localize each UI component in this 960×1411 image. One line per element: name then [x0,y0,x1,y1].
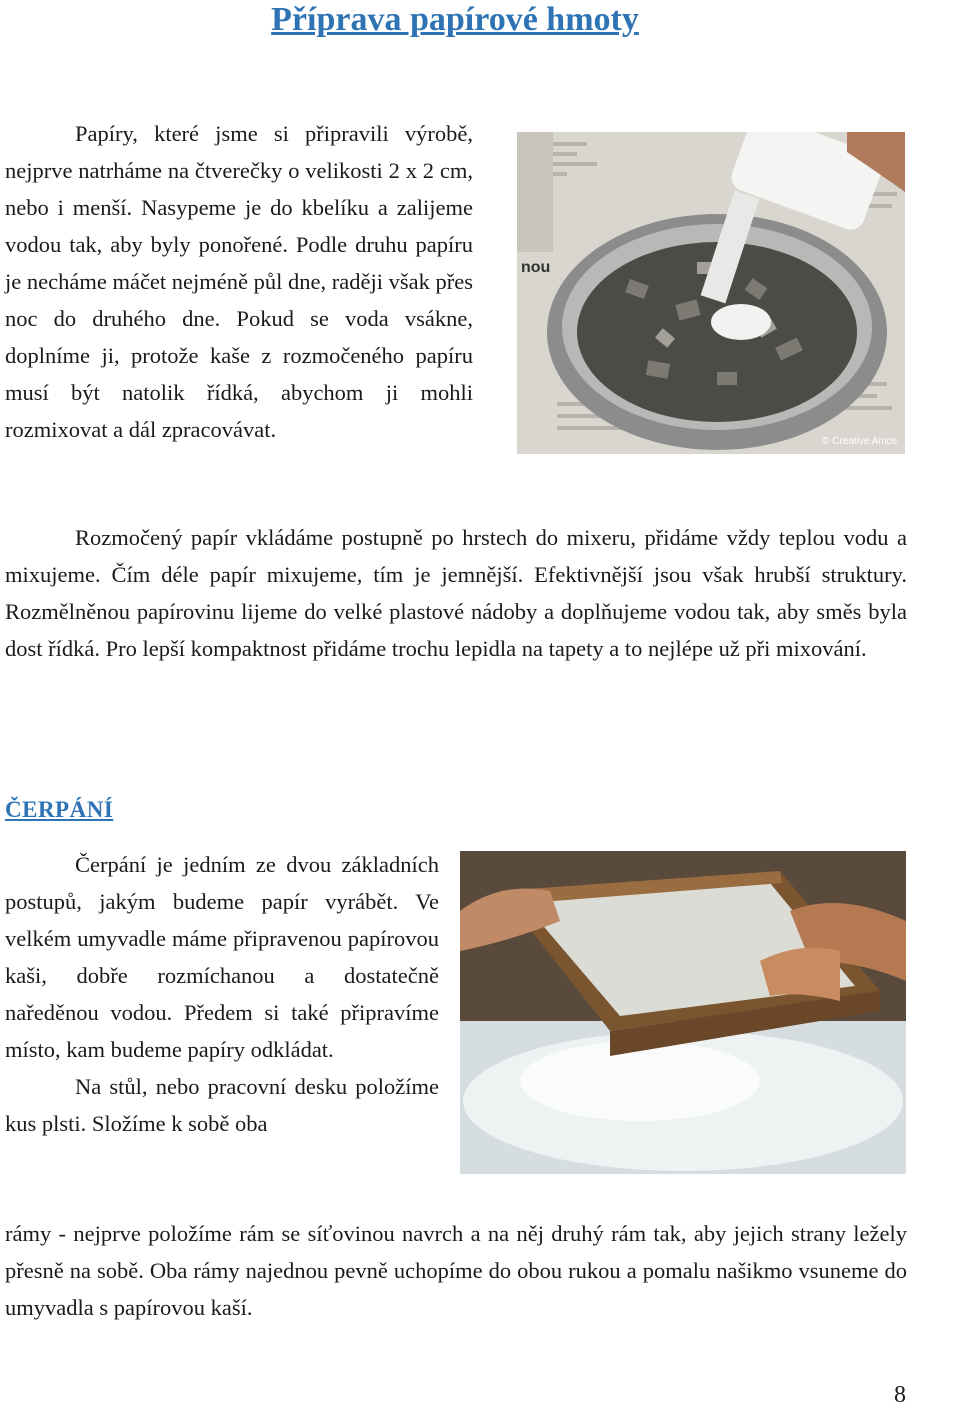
photo-illustration [460,851,906,1174]
paragraph-text: rámy - nejprve položíme rám se síťovinou navrch a na něj druhý rám tak, aby jejich strany ležely přesně na sobě. Oba rámy najednou pevně uchopíme do obou rukou a pomalu našikmo vsuneme do umyvadla s papírovou kaší. [5,1221,907,1320]
page-title: Příprava papírové hmoty [271,1,639,38]
photo-credit: © Creative Amos [822,436,898,447]
frame-paragraph [5,1215,907,1326]
blender-pot-photo [517,132,905,454]
section-heading: ČERPÁNÍ [5,797,114,822]
paper-frame-photo [460,851,906,1174]
mixing-paragraph [5,519,907,667]
photo-illustration [517,132,905,454]
paragraph-text: Rozmočený papír vkládáme postupně po hrstech do mixeru, přidáme vždy teplou vodu a mixujeme. Čím déle papír mixujeme, tím je jemnější. Efektivnější jsou však hrubší struktury. Rozmělněnou papírovinu lijeme do velké plastové nádoby a doplňujeme vodou tak, aby směs byla dost řídká. Pro lepší kompaktnost přidáme trochu lepidla na tapety a to nejlépe už při mixování. [5,525,907,661]
paragraph-text: Na stůl, nebo pracovní desku položíme kus plsti. Složíme k sobě oba [5,1074,439,1136]
paragraph-text: Papíry, které jsme si připravili výrobě, nejprve natrháme na čtverečky o velikosti 2 x 2 cm, nebo i menší. Nasypeme je do kbelíku a zalijeme vodou tak, aby byly ponořené. Podle druhu papíru je necháme máčet nejméně půl dne, raději však přes noc do druhého dne. Pokud se voda vsákne, doplníme ji, protože kaše z rozmočeného papíru musí být natolik řídká, abychom ji mohli rozmixovat a dál zpracovávat. [5,121,473,442]
svg-text:nou: nou [521,259,551,276]
scooping-paragraph [5,846,439,1142]
page-number: 8 [894,1382,906,1408]
paragraph-text: Čerpání je jedním ze dvou základních postupů, jakým budeme papír vyrábět. Ve velkém umyvadle máme připravenou papírovou kaši, dobře rozmíchanou a dostatečně naředěnou vodou. Předem si také připravíme místo, kam budeme papíry odkládat. [5,852,439,1062]
intro-paragraph [5,115,473,448]
